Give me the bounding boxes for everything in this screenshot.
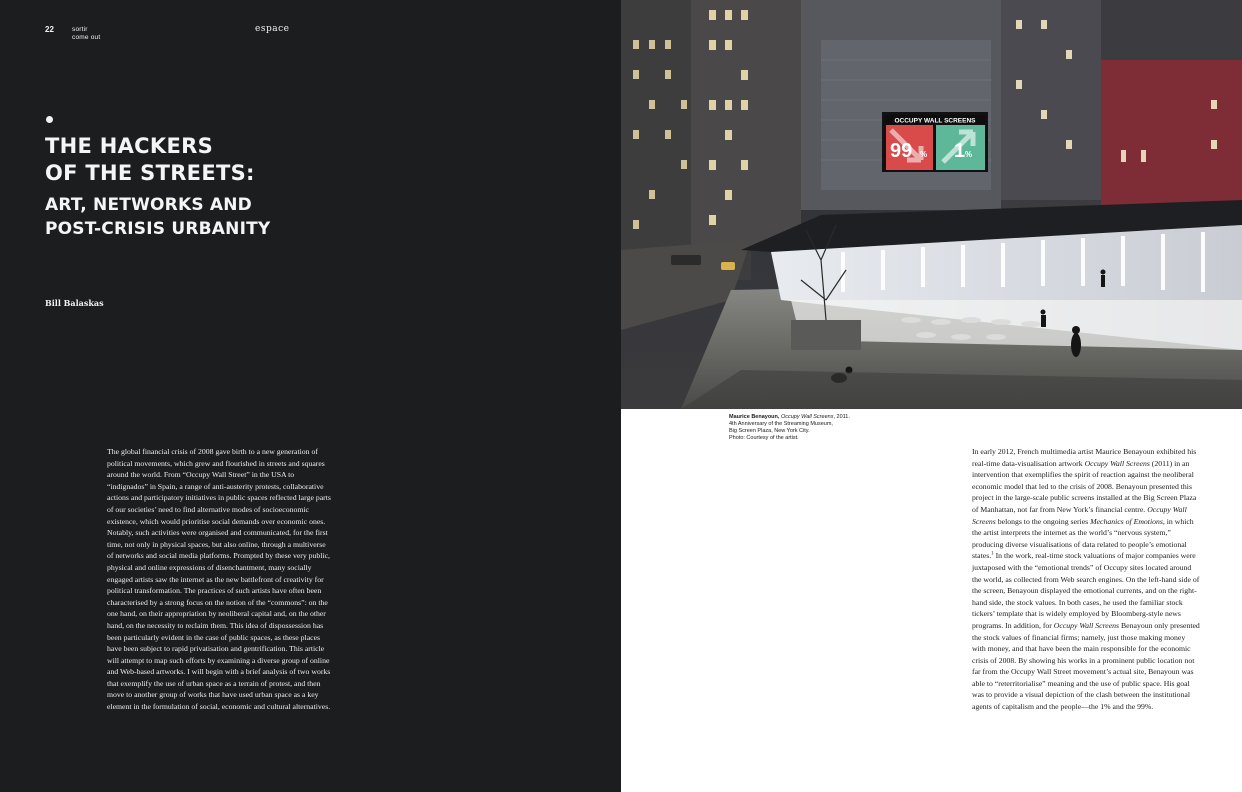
- body-work-title-2: Occupy Wall Screens: [972, 504, 1187, 526]
- caption-credit: Maurice Benayoun,: [729, 414, 780, 420]
- plaza-night-photo: [621, 0, 1242, 409]
- body-text-f: Benayoun only presented the stock values of financial firms; namely, just those making money with money, and that have been the main responsible for the economic crisis of 2008. By showing his works in a prominent public location not far from the Occupy Wall Street movement’s actual site, Benayoun was able to “reterritorialise” meaning and the use of public space. His goal was to provide a visual depiction of the clash between the institutional agents of capitalism and the people—the 1% and the 99%.: [972, 620, 1200, 712]
- article-subtitle: ART, NETWORKS AND POST-CRISIS URBANITY: [45, 195, 271, 239]
- body-text-e: In the work, real-time stock valuations of major companies were juxtaposed with the “emotional trends” of Occupy sites located around the world, as collected from Web search engines. On the left-hand side of the screen, Benayoun displayed the emotional currents, and on the right-hand side, the stock values. In both cases, he used the familiar stock tickers’ template that is widely employed by Bloomberg-style news programs. In addition, for: [972, 551, 1200, 630]
- rubric-label: espace: [255, 24, 290, 34]
- caption-year: , 2011.: [833, 414, 850, 420]
- screen-right-unit: %: [965, 150, 973, 159]
- body-series-title: Mechanics of Emotions: [1090, 516, 1163, 526]
- figure-caption: [729, 414, 869, 442]
- body-text-c: belongs to the ongoing series: [995, 516, 1091, 526]
- page-number: 22: [45, 25, 54, 34]
- title-bullet-icon: [46, 116, 53, 123]
- body-work-title-3: Occupy Wall Screens: [1053, 620, 1120, 630]
- body-paragraph: [972, 446, 1200, 713]
- screen-left-value: 99: [890, 140, 913, 162]
- caption-line-4: Photo: Courtesy of the artist.: [729, 435, 799, 441]
- caption-line-3: Big Screen Plaza, New York City.: [729, 428, 810, 434]
- author-byline: Bill Balaskas: [45, 298, 104, 308]
- body-text-d: , in which the artist interprets the internet as the world’s “nervous system,” producing diverse visualisations of data related to people’s emotional states.: [972, 516, 1194, 561]
- intro-paragraph: The global financial crisis of 2008 gave birth to a new generation of political movements, which grew and flourished in streets and squares around the world. From “Occupy Wall Street” in the USA to “indignados” in Spain, a range of anti-austerity protests, collaborative actions and participatory initiatives in public spaces reflected large parts of our societies’ need to find alternative modes of socioeconomic existence, which would prioritise social demands over economic ones. Notably, such activities were organised and communicated, for the first time, not only in physical spaces, but also online, through a multiverse of networks and social media platforms. Prompted by these very public, physical and online expressions of disenchantment, many socially engaged artists saw the internet as the new battlefront of creativity for political transformation. The practices of such artists have often been characterised by a strong focus on the notion of the “commons”: on the one hand, on their appropriation by neoliberal capital and, on the other hand, on the necessity to reclaim them. This idea of dispossession has been particularly evident in the case of public spaces, as these places have been subject to rapid privatisation and gentrification. This article will attempt to map such efforts by examining a diverse group of online and Web-based artworks. I will begin with a brief analysis of two works that exemplify the use of urban space as a terrain of protest, and then move to another group of works that have used urban space as a key element in the formulation of social, economic and cultural alternatives.: [107, 447, 331, 712]
- screen-left-unit: %: [920, 150, 928, 159]
- article-title: THE HACKERS OF THE STREETS:: [45, 134, 255, 185]
- body-text-a: In early 2012, French multimedia artist Maurice Benayoun exhibited his real-time data-visualisation artwork: [972, 447, 1197, 468]
- body-text-b: (2011) in an intervention that exemplifies the spirit of reaction against the neoliberal economic model that led to the crisis of 2008. Benayoun presented this project in the large-scale public screens installed at the Big Screen Plaza of Manhattan, not far from New York’s financial centre.: [972, 458, 1197, 514]
- screen-title: OCCUPY WALL SCREENS: [894, 117, 976, 125]
- footnote-marker: 1: [991, 551, 994, 557]
- body-work-title-1: Occupy Wall Screens: [1084, 458, 1150, 468]
- section-label-en: come out: [72, 34, 101, 41]
- section-label-fr: sortir: [72, 26, 88, 33]
- right-page: [621, 0, 1242, 792]
- caption-line-2: 4th Anniversary of the Streaming Museum,: [729, 421, 833, 427]
- screen-right-value: 1: [954, 140, 966, 162]
- caption-work-title: Occupy Wall Screens: [780, 414, 834, 420]
